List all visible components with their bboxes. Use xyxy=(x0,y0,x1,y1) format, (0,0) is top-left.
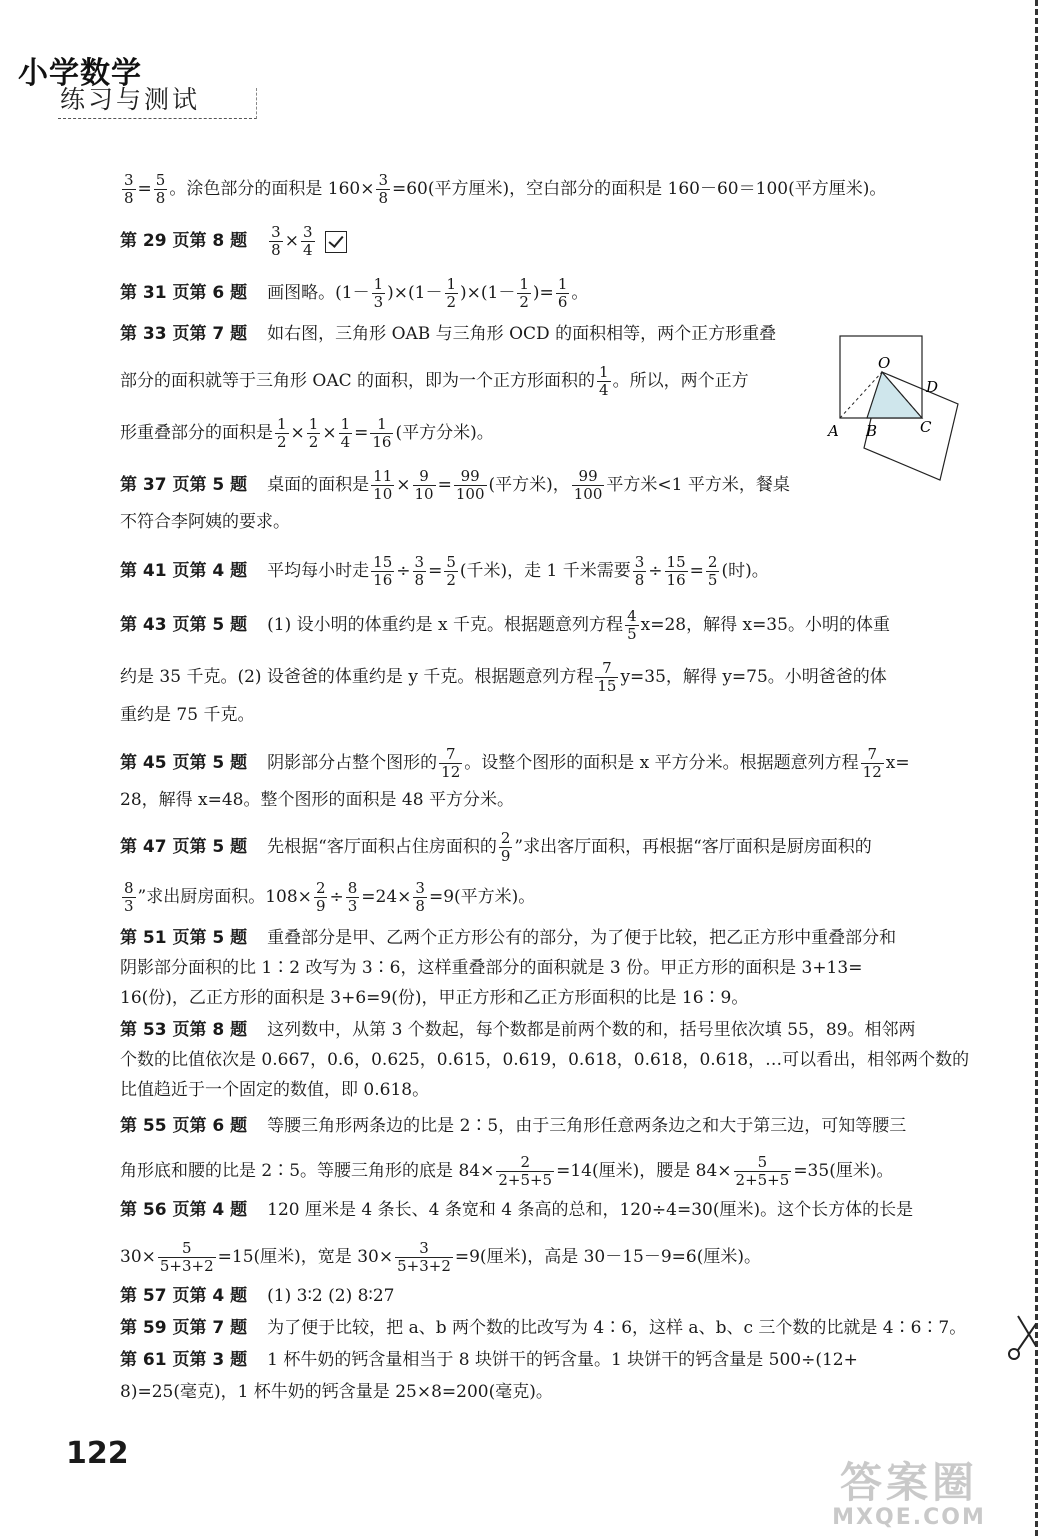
problem-label: 第 45 页第 5 题 xyxy=(120,753,248,773)
label-c: C xyxy=(920,418,932,436)
problem-label: 第 43 页第 5 题 xyxy=(120,615,248,635)
answer-line: 8)=25(毫克)，1 杯牛奶的钙含量是 25×8=200(毫克)。 xyxy=(120,1382,553,1402)
fraction: $\frac{99}{100}$ xyxy=(573,467,603,503)
fraction: $\frac{8}{3}$ xyxy=(347,879,358,915)
fraction: $\frac{1}{2}$ xyxy=(446,275,457,311)
answer-line: 第 51 页第 5 题 重叠部分是甲、乙两个正方形公有的部分，为了便于比较，把乙正方形中重叠部分和 xyxy=(120,928,897,948)
fraction: $\frac{3}{8}$ xyxy=(634,553,645,589)
watermark xyxy=(814,1460,1004,1532)
book-title: 小学数学 xyxy=(18,56,142,91)
answer-line: 第 45 页第 5 题 阴影部分占整个图形的 $\frac{7}{12}$ 。设整个图形的面积是 x 平方分米。根据题意列方程 $\frac{7}{12}$ x= xyxy=(120,745,910,781)
fraction: $\frac{7}{12}$ xyxy=(862,745,882,781)
problem-label: 第 53 页第 8 题 xyxy=(120,1020,248,1040)
answer-line: 第 53 页第 8 题 这列数中，从第 3 个数起，每个数都是前两个数的和，括号里依次填 55，89。相邻两 xyxy=(120,1020,916,1040)
fraction: $\frac{1}{2}$ xyxy=(519,275,529,311)
answer-line: 比值趋近于一个固定的数值，即 0.618。 xyxy=(120,1080,430,1100)
scissors-icon xyxy=(1006,1310,1042,1362)
fraction: $\frac{5}{2+5+5}$ xyxy=(735,1153,790,1189)
fraction: $\frac{8}{3}$ xyxy=(124,879,134,915)
label-b: B xyxy=(866,422,878,440)
fraction: $\frac{1}{6}$ xyxy=(557,275,568,311)
fraction: $\frac{2}{9}$ xyxy=(500,829,511,865)
book-subtitle: 练习与测试 xyxy=(60,85,201,114)
answer-line: 第 29 页第 8 题 $\frac{3}{8}$ × $\frac{3}{4}$ xyxy=(120,224,347,259)
check-icon xyxy=(325,231,347,253)
answer-line: 第 57 页第 4 题 (1) 3∶2 (2) 8∶27 xyxy=(120,1286,395,1306)
fraction: $\frac{1}{2}$ xyxy=(308,415,319,451)
fraction: $\frac{5}{5+3+2}$ xyxy=(159,1239,214,1275)
fraction: $\frac{1}{4}$ xyxy=(599,363,609,399)
fraction: $\frac{15}{16}$ xyxy=(666,553,686,589)
fraction: $\frac{15}{16}$ xyxy=(373,553,393,589)
fraction: $\frac{11}{10}$ xyxy=(373,467,393,503)
answer-line: 30× $\frac{5}{5+3+2}$ =15(厘米)，宽是 30× $\frac{3}{5+3+2}$ =9(厘米)，高是 30－15－9=6(厘米)。 xyxy=(120,1239,762,1275)
fraction: $\frac{3}{8}$ xyxy=(378,171,388,207)
answer-line: 28，解得 x=48。整个图形的面积是 48 平方分米。 xyxy=(120,790,514,810)
fraction: $\frac{1}{2}$ xyxy=(277,415,287,451)
watermark-main: 答案圈 xyxy=(839,1458,978,1507)
label-d: D xyxy=(926,378,939,396)
problem-label: 第 51 页第 5 题 xyxy=(120,928,248,948)
answer-line: 第 43 页第 5 题 (1) 设小明的体重约是 x 千克。根据题意列方程 $\frac{4}{5}$ x=28，解得 x=35。小明的体重 xyxy=(120,607,890,643)
problem-label: 第 61 页第 3 题 xyxy=(120,1350,248,1370)
fraction: $\frac{7}{12}$ xyxy=(441,745,461,781)
problem-label: 第 41 页第 4 题 xyxy=(120,561,248,581)
fraction: $\frac{3}{8}$ xyxy=(414,553,425,589)
fraction: $\frac{3}{4}$ xyxy=(302,223,313,259)
answer-line: 阴影部分面积的比 1∶2 改写为 3∶6，这样重叠部分的面积就是 3 份。甲正方形的面积是 3+13= xyxy=(120,958,863,978)
answer-line: 第 59 页第 7 题 为了便于比较，把 a、b 两个数的比改写为 4∶6，这样 a、b、c 三个数的比就是 4∶6∶7。 xyxy=(120,1318,967,1338)
answer-line: 角形底和腰的比是 2∶5。等腰三角形的底是 84× $\frac{2}{2+5+5}$ =14(厘米)，腰是 84× $\frac{5}{2+5+5}$ =35(厘米)。 xyxy=(120,1153,894,1189)
fraction: $\frac{5}{2}$ xyxy=(446,553,456,589)
answer-line: 第 33 页第 7 题 如右图，三角形 OAB 与三角形 OCD 的面积相等，两个正方形重叠 xyxy=(120,324,777,344)
answer-line: 第 47 页第 5 题 先根据“客厅面积占住房面积的 $\frac{2}{9}$ ”求出客厅面积，再根据“客厅面积是厨房面积的 xyxy=(120,829,872,865)
fraction: $\frac{2}{2+5+5}$ xyxy=(498,1153,553,1189)
shaded-triangle xyxy=(867,372,922,418)
answer-line: 约是 35 千克。(2) 设爸爸的体重约是 y 千克。根据题意列方程 $\frac{7}{15}$ y=35，解得 y=75。小明爸爸的体 xyxy=(120,659,887,695)
fraction: $\frac{3}{8}$ xyxy=(271,223,281,259)
problem-label: 第 31 页第 6 题 xyxy=(120,283,248,303)
fraction: $\frac{3}{8}$ xyxy=(415,879,425,915)
cut-line xyxy=(1035,0,1038,1536)
fraction: $\frac{1}{4}$ xyxy=(340,415,351,451)
problem-label: 第 47 页第 5 题 xyxy=(120,837,248,857)
problem-label: 第 59 页第 7 题 xyxy=(120,1318,248,1338)
fraction: $\frac{2}{9}$ xyxy=(315,879,326,915)
watermark-sub: MXQE.COM xyxy=(832,1505,986,1530)
label-o: O xyxy=(878,354,891,372)
fraction: $\frac{99}{100}$ xyxy=(455,467,485,503)
fraction: $\frac{5}{8}$ xyxy=(155,171,166,207)
answer-line: 第 56 页第 4 题 120 厘米是 4 条长、4 条宽和 4 条高的总和，120÷4=30(厘米)。这个长方体的长是 xyxy=(120,1200,914,1220)
problem-label: 第 29 页第 8 题 xyxy=(120,231,248,251)
page-number: 122 xyxy=(66,1436,129,1471)
problem-label: 第 57 页第 4 题 xyxy=(120,1286,248,1306)
fraction: $\frac{3}{5+3+2}$ xyxy=(397,1239,451,1275)
answer-line: 第 41 页第 4 题 平均每小时走 $\frac{15}{16}$ ÷ $\frac{3}{8}$ = $\frac{5}{2}$ (千米)，走 1 千米需要 $\frac{3}{8}$ ÷ $\frac{15}{16}$ = $\frac{2}{5}$ (时)。 xyxy=(120,553,769,589)
answer-line: 重约是 75 千克。 xyxy=(120,705,255,725)
answer-line: $\frac{3}{8}$ = $\frac{5}{8}$ 。涂色部分的面积是 160× $\frac{3}{8}$ =60(平方厘米)，空白部分的面积是 160－60＝100(平方厘米)。 xyxy=(124,171,887,207)
fraction: $\frac{4}{5}$ xyxy=(627,607,637,643)
fraction: $\frac{9}{10}$ xyxy=(414,467,434,503)
fraction: $\frac{7}{15}$ xyxy=(597,659,617,695)
fraction: $\frac{2}{5}$ xyxy=(707,553,718,589)
answer-line: 形重叠部分的面积是 $\frac{1}{2}$ × $\frac{1}{2}$ × $\frac{1}{4}$ = $\frac{1}{16}$ (平方分米)。 xyxy=(120,415,494,451)
answer-line: 第 31 页第 6 题 画图略。(1－ $\frac{1}{3}$ )×(1－ $\frac{1}{2}$ )×(1－ $\frac{1}{2}$ )= $\frac{1}{6}$ 。 xyxy=(120,275,589,311)
label-a: A xyxy=(828,422,839,440)
answer-line: 不符合李阿姨的要求。 xyxy=(120,512,290,532)
problem-label: 第 56 页第 4 题 xyxy=(120,1200,248,1220)
fraction: $\frac{3}{8}$ xyxy=(124,171,134,207)
answer-line: 16(份)，乙正方形的面积是 3+6=9(份)，甲正方形和乙正方形面积的比是 16∶9。 xyxy=(120,988,749,1008)
fraction: $\frac{1}{16}$ xyxy=(372,415,392,451)
fraction: $\frac{1}{3}$ xyxy=(373,275,384,311)
answer-line: 第 55 页第 6 题 等腰三角形两条边的比是 2∶5，由于三角形任意两条边之和大于第三边，可知等腰三 xyxy=(120,1116,907,1136)
overlapping-squares-diagram xyxy=(826,330,976,490)
problem-label: 第 33 页第 7 题 xyxy=(120,324,248,344)
answer-line: 第 61 页第 3 题 1 杯牛奶的钙含量相当于 8 块饼干的钙含量。1 块饼干的钙含量是 500÷(12+ xyxy=(120,1350,858,1370)
answer-line: 个数的比值依次是 0.667，0.6，0.625，0.615，0.619，0.618，0.618，0.618，…可以看出，相邻两个数的 xyxy=(120,1050,970,1070)
problem-label: 第 55 页第 6 题 xyxy=(120,1116,248,1136)
problem-label: 第 37 页第 5 题 xyxy=(120,475,248,495)
answer-line: 第 37 页第 5 题 桌面的面积是 $\frac{11}{10}$ × $\frac{9}{10}$ = $\frac{99}{100}$ (平方米)， $\frac{99}{100}$ 平方米<1 平方米，餐桌 xyxy=(120,467,790,503)
answer-line: 部分的面积就等于三角形 OAC 的面积，即为一个正方形面积的 $\frac{1}{4}$ 。所以，两个正方 xyxy=(120,363,749,399)
answer-line: $\frac{8}{3}$ ”求出厨房面积。108× $\frac{2}{9}$ ÷ $\frac{8}{3}$ =24× $\frac{3}{8}$ =9(平方米)。 xyxy=(124,879,536,915)
